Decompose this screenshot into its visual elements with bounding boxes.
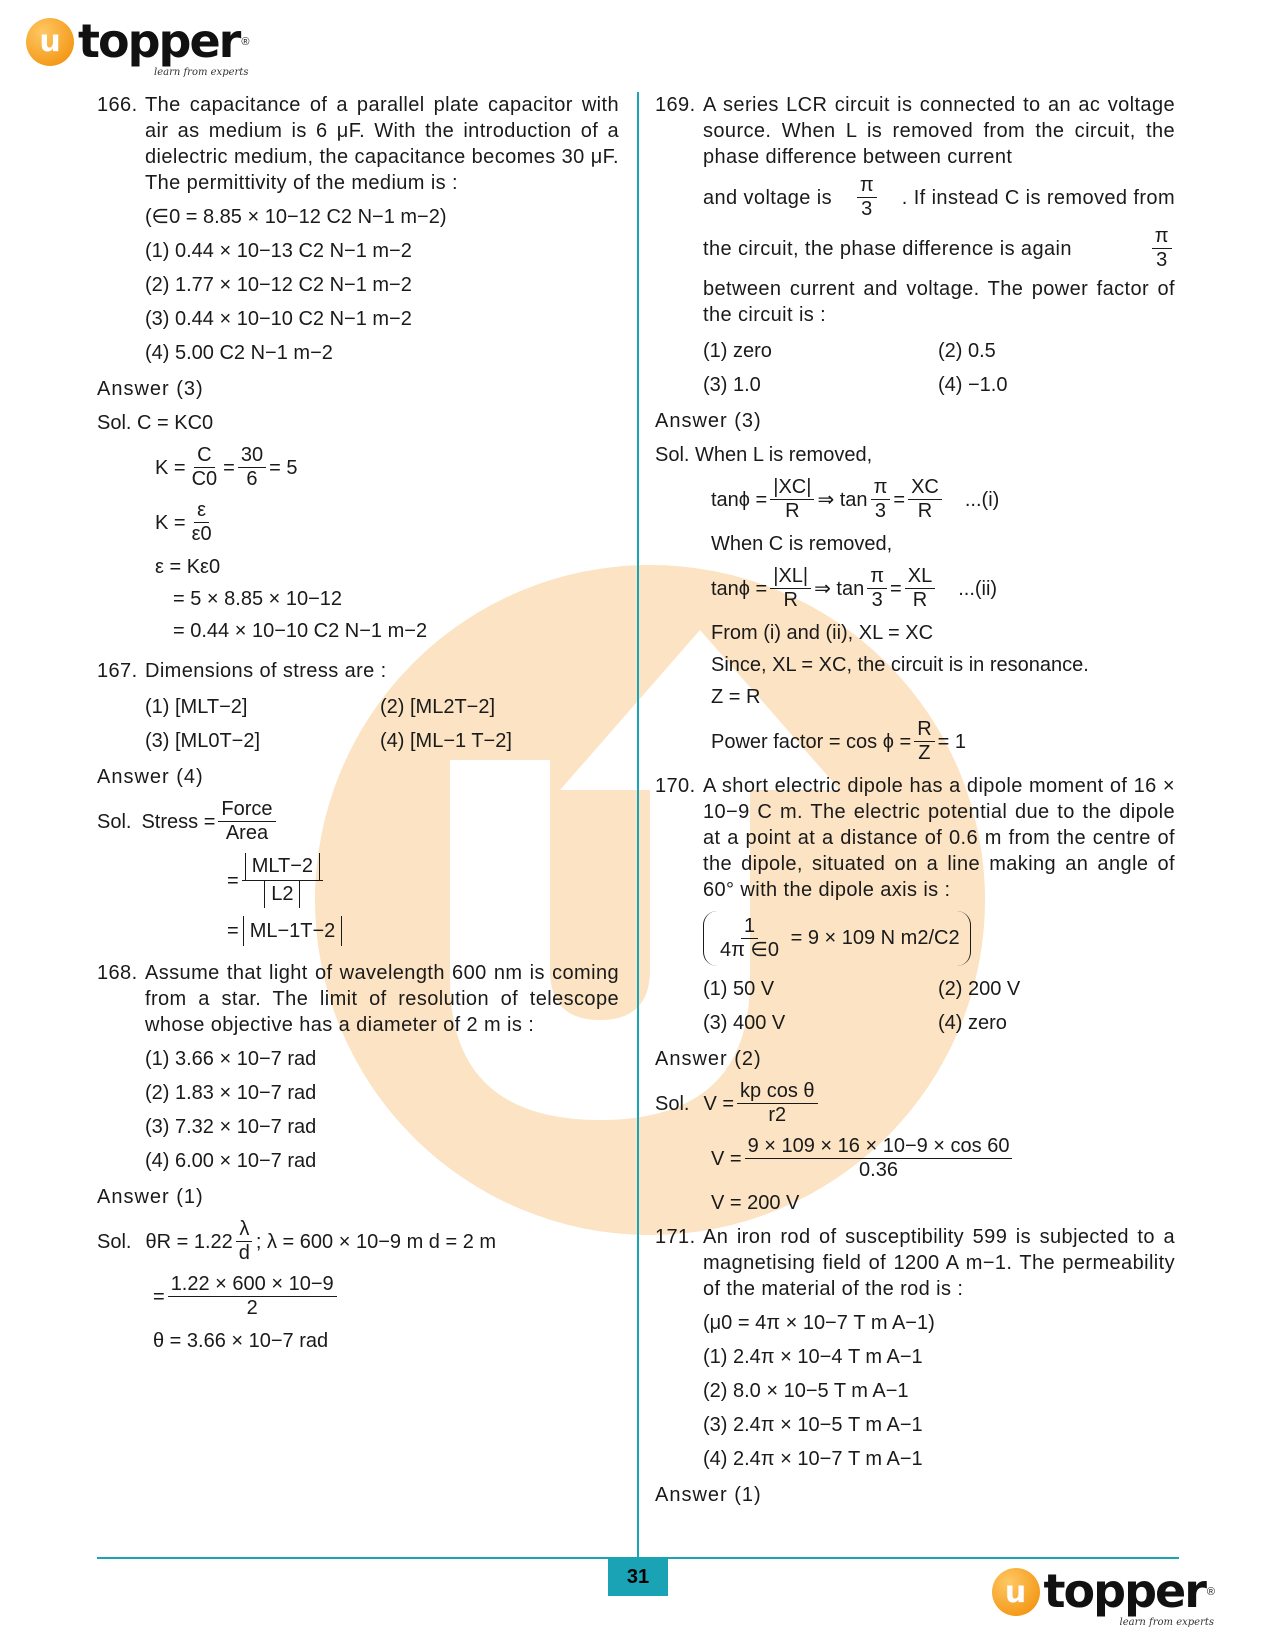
result: = 1: [937, 730, 966, 753]
fraction: [1152, 225, 1172, 272]
denominator: 2: [246, 1297, 258, 1319]
given-value: = 9 × 109 N m2/C2: [790, 926, 960, 949]
equals: =: [227, 869, 239, 892]
result: = 5: [269, 456, 298, 479]
denominator: 3: [871, 589, 883, 611]
option-4: (4) [ML−1 T−2]: [380, 730, 512, 752]
numerator: XC: [908, 476, 942, 500]
right-column: [655, 92, 1175, 1516]
registered-icon: ®: [241, 35, 250, 48]
registered-icon: ®: [1206, 1585, 1215, 1598]
fraction: [770, 565, 811, 612]
result: V = 200 V: [711, 1192, 800, 1214]
question-text: Assume that light of wavelength 600 nm is coming from a star. The limit of resolution of telescope whose objective has a diameter of 2 m is :: [145, 962, 619, 1036]
fraction: [189, 444, 221, 491]
theta-calc: [97, 1273, 619, 1320]
option-3: (3) 1.0: [703, 374, 761, 396]
k-equation: [97, 444, 619, 491]
equals: =: [227, 920, 239, 942]
option-4: (4) 2.4π × 10−7 T m A−1: [703, 1448, 923, 1470]
logo-u-icon: u: [992, 1568, 1040, 1616]
fraction: [745, 1135, 1013, 1182]
sol-label: Sol.: [655, 1092, 690, 1115]
question-171: [655, 1224, 1175, 1302]
option-3: (3) 400 V: [703, 1012, 786, 1034]
option-4: (4) −1.0: [938, 374, 1008, 396]
sol-text: When C is removed,: [711, 533, 893, 555]
answer: Answer (1): [655, 1484, 762, 1506]
option-1: (1) 3.66 × 10−7 rad: [145, 1048, 317, 1070]
question-166: [97, 92, 619, 196]
solution-step: = 5 × 8.85 × 10−12: [173, 588, 343, 610]
equals: =: [893, 488, 906, 511]
option-3: (3) 0.44 × 10−10 C2 N−1 m−2: [145, 308, 412, 330]
answer: Answer (3): [655, 410, 762, 432]
fraction: [905, 565, 935, 612]
solution-line: [655, 442, 1175, 468]
implies: ⇒ tan: [814, 577, 865, 600]
sol-text: When L is removed,: [695, 444, 873, 466]
option-1: (1) zero: [703, 340, 772, 362]
logo-u-icon: u: [26, 18, 74, 66]
solution-line: [97, 410, 619, 436]
equation-ref: ...(ii): [958, 577, 998, 600]
equals: =: [890, 577, 902, 600]
bracket-term: L2: [264, 881, 300, 908]
given-constant: (∈0 = 8.85 × 10−12 C2 N−1 m−2): [145, 206, 447, 228]
numerator: π: [867, 565, 887, 589]
fraction: [871, 476, 891, 523]
numerator: ε: [194, 499, 209, 523]
sol-text: C = KC0: [137, 412, 214, 434]
sol-label: Sol.: [97, 810, 132, 833]
text: . If instead C is removed from: [901, 186, 1175, 209]
solution-step: = 0.44 × 10−10 C2 N−1 m−2: [173, 620, 428, 642]
question-number: 170.: [655, 775, 696, 797]
options-grid: [97, 694, 619, 754]
text: the circuit, the phase difference is again: [703, 237, 1072, 260]
option-2: (2) [ML2T−2]: [380, 696, 496, 718]
sol-text: Z = R: [711, 686, 761, 708]
question-text: A series LCR circuit is connected to an ac voltage source. When L is removed from the circuit, the phase difference between current: [703, 94, 1175, 168]
answer: Answer (4): [97, 766, 204, 788]
numerator: |XC|: [770, 476, 814, 500]
fraction: [168, 1273, 337, 1320]
question-169: [655, 92, 1175, 328]
fraction: [737, 1080, 817, 1127]
denominator: R: [912, 589, 928, 611]
question-170: [655, 773, 1175, 903]
numerator: kp cos θ: [737, 1080, 817, 1104]
option-2: (2) 1.83 × 10−7 rad: [145, 1082, 317, 1104]
equation-ref: ...(i): [964, 488, 1000, 511]
option-3: (3) [ML0T−2]: [145, 730, 261, 752]
sol-text: From (i) and (ii), XL = XC: [711, 622, 934, 644]
numerator: 9 × 109 × 16 × 10−9 × cos 60: [745, 1135, 1013, 1159]
power-factor-equation: [655, 718, 1175, 765]
fraction: [236, 1218, 253, 1265]
numerator: 1: [741, 915, 758, 939]
question-168: [97, 960, 619, 1038]
fraction: [717, 915, 782, 962]
option-2: (2) 0.5: [938, 340, 996, 362]
paren-group: [703, 911, 971, 966]
question-number: 169.: [655, 94, 696, 116]
option-4: (4) zero: [938, 1012, 1007, 1034]
sol-label: Sol.: [97, 1230, 132, 1253]
options-grid: [655, 976, 1175, 1036]
logo-wordmark: topper: [78, 14, 240, 68]
option-3: (3) 7.32 × 10−7 rad: [145, 1116, 317, 1138]
equals: =: [153, 1285, 165, 1308]
given-constant: (μ0 = 4π × 10−7 T m A−1): [703, 1312, 935, 1334]
question-text: between current and voltage. The power factor of the circuit is :: [703, 278, 1175, 326]
option-1: (1) 2.4π × 10−4 T m A−1: [703, 1346, 923, 1368]
numerator: 30: [238, 444, 266, 468]
fraction: [857, 174, 877, 221]
option-2: (2) 200 V: [938, 978, 1021, 1000]
question-number: 168.: [97, 962, 138, 984]
denominator: R: [783, 589, 798, 611]
denominator: ε0: [191, 523, 212, 545]
equals: =: [223, 456, 235, 479]
theta-label: θR = 1.22: [145, 1230, 233, 1253]
fraction: [908, 476, 942, 523]
fraction: [914, 718, 934, 765]
numerator: Force: [218, 798, 275, 822]
fraction: [770, 476, 814, 523]
tan-equation-2: [655, 565, 1175, 612]
option-1: (1) 0.44 × 10−13 C2 N−1 m−2: [145, 240, 412, 262]
potential-equation: [655, 1080, 1175, 1127]
pf-label: Power factor = cos ϕ =: [711, 730, 912, 753]
denominator: r2: [768, 1104, 787, 1126]
question-text: Dimensions of stress are :: [145, 660, 387, 682]
answer: Answer (1): [97, 1186, 204, 1208]
denominator: R: [917, 500, 933, 522]
k-label: K =: [155, 511, 186, 534]
fraction: [238, 444, 266, 491]
k-epsilon-equation: [97, 499, 619, 546]
question-number: 167.: [97, 660, 138, 682]
denominator: Area: [225, 822, 269, 844]
tan-label: tanϕ =: [711, 577, 768, 600]
numerator: XL: [905, 565, 935, 589]
denominator: 3: [874, 500, 887, 522]
v-label: V =: [703, 1092, 735, 1115]
option-4: (4) 5.00 C2 N−1 m−2: [145, 342, 333, 364]
k-label: K =: [155, 456, 186, 479]
theta-equation: [97, 1218, 619, 1265]
sol-text: Since, XL = XC, the circuit is in resonance.: [711, 654, 1089, 676]
numerator: |XL|: [770, 565, 811, 589]
fraction: [242, 853, 323, 908]
question-text-line: [703, 225, 1175, 272]
question-text-line: [703, 174, 1175, 221]
bracket-term: ML−1T−2: [243, 916, 343, 946]
numerator: [242, 853, 323, 881]
numerator: 1.22 × 600 × 10−9: [168, 1273, 337, 1297]
left-column: [97, 92, 619, 1360]
tan-equation-1: [655, 476, 1175, 523]
denominator: d: [238, 1242, 250, 1264]
option-2: (2) 8.0 × 10−5 T m A−1: [703, 1380, 909, 1402]
denominator: 4π ∈0: [720, 939, 780, 961]
denominator: C0: [191, 468, 218, 490]
numerator: C: [194, 444, 214, 468]
question-number: 171.: [655, 1226, 696, 1248]
question-text: A short electric dipole has a dipole moment of 16 × 10−9 C m. The electric potential due to the dipole at a point at a distance of 0.6 m from the centre of the dipole, situated on a line making an angle of 60° with the dipole axis is :: [703, 775, 1175, 901]
logo-tagline: learn from experts: [154, 67, 249, 78]
stress-label: Stress =: [141, 810, 216, 833]
denominator: [261, 881, 303, 908]
options-grid: [655, 338, 1175, 398]
denominator: 3: [861, 198, 873, 220]
answer: Answer (3): [97, 378, 204, 400]
page-number: 31: [608, 1558, 668, 1596]
denominator: R: [785, 500, 800, 522]
denominator: Z: [918, 742, 931, 764]
numerator: R: [914, 718, 934, 742]
epsilon-equation: ε = Kε0: [155, 556, 221, 578]
stress-equation: [97, 798, 619, 845]
option-3: (3) 2.4π × 10−5 T m A−1: [703, 1414, 923, 1436]
given-constant: [655, 911, 1175, 966]
v-label: V =: [711, 1147, 742, 1170]
fraction: [189, 499, 215, 546]
option-1: (1) [MLT−2]: [145, 696, 248, 718]
option-4: (4) 6.00 × 10−7 rad: [145, 1150, 317, 1172]
numerator: λ: [236, 1218, 252, 1242]
sol-label: Sol.: [655, 444, 690, 466]
numerator: π: [857, 174, 877, 198]
fraction: [218, 798, 275, 845]
answer: Answer (2): [655, 1048, 762, 1070]
header-logo: [26, 12, 250, 78]
numerator: π: [1152, 225, 1172, 249]
option-2: (2) 1.77 × 10−12 C2 N−1 m−2: [145, 274, 412, 296]
sol-label: Sol.: [97, 412, 132, 434]
question-167: [97, 658, 619, 684]
option-1: (1) 50 V: [703, 978, 775, 1000]
footer-logo: [992, 1562, 1215, 1629]
question-text: The capacitance of a parallel plate capacitor with air as medium is 6 μF. With the introduction of a dielectric medium, the capacitance becomes 30 μF. The permittivity of the medium is :: [145, 94, 619, 194]
logo-tagline: learn from experts: [1119, 1617, 1214, 1629]
denominator: 0.36: [859, 1159, 898, 1181]
result: θ = 3.66 × 10−7 rad: [153, 1330, 329, 1352]
dimension-result: [97, 916, 619, 946]
text: and voltage is: [703, 186, 833, 209]
dimension-fraction: [97, 853, 619, 908]
logo-wordmark: topper: [1043, 1564, 1205, 1619]
fraction: [867, 565, 887, 612]
potential-calc: [655, 1135, 1175, 1182]
implies: ⇒ tan: [817, 488, 868, 511]
denominator: 3: [1156, 249, 1168, 271]
question-number: 166.: [97, 94, 138, 116]
column-divider: [637, 92, 639, 1558]
denominator: 6: [246, 468, 258, 490]
tan-label: tanϕ =: [711, 488, 768, 511]
bracket-term: MLT−2: [245, 853, 320, 880]
question-text: An iron rod of susceptibility 599 is subjected to a magnetising field of 1200 A m−1. The permeability of the material of the rod is :: [703, 1226, 1175, 1300]
numerator: π: [871, 476, 891, 500]
given-values: ; λ = 600 × 10−9 m d = 2 m: [255, 1230, 497, 1253]
